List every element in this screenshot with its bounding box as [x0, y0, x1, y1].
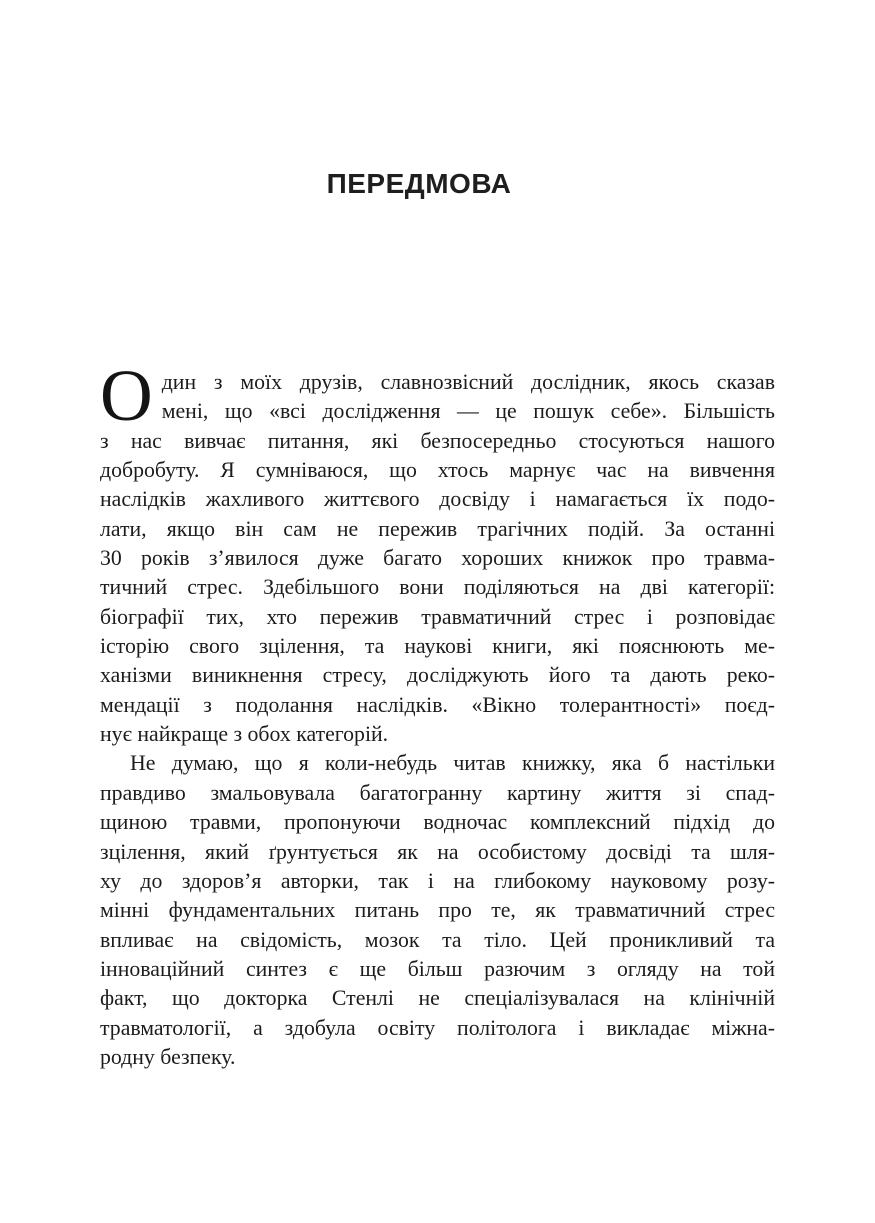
text-line: ху до здоров’я авторки, так і на глибокому науковому розу-: [100, 868, 775, 893]
text-line: 30 років з’явилося дуже багато хороших книжок про травма-: [100, 546, 775, 571]
body-text: [100, 355, 775, 1072]
text-line: нує найкраще з обох категорій.: [100, 722, 389, 747]
text-line: правдиво змальовувала багатогранну картину життя зі спад-: [100, 780, 775, 805]
chapter-title: ПЕРЕДМОВА: [326, 168, 512, 199]
text-line: дин з моїх друзів, славнозвісний дослідник, якось сказав: [161, 370, 775, 394]
text-line: наслідків жахливого життєвого досвіду і намагається їх подо-: [100, 487, 775, 512]
paragraph-2-lines: [100, 749, 775, 1072]
text-line: травматології, а здобула освіту політолога і викладає міжна-: [100, 1015, 775, 1040]
paragraph-1-lines: [100, 355, 775, 749]
drop-cap: О: [100, 355, 153, 436]
paragraph-1: [100, 355, 775, 749]
text-line: лати, якщо він сам не пережив трагічних подій. За останні: [100, 516, 775, 541]
text-line: історію свого зцілення, та наукові книги, які пояснюють ме-: [100, 634, 775, 659]
text-line: мені, що «всі дослідження — це пошук себе». Більшість: [161, 399, 775, 424]
text-line: мендації з подолання наслідків. «Вікно толерантності» поєд-: [100, 692, 775, 717]
text-line: з нас вивчає питання, які безпосередньо стосуються нашого: [100, 428, 775, 453]
text-line: родну безпеку.: [100, 1044, 236, 1069]
text-line: впливає на свідомість, мозок та тіло. Цей проникливий та: [100, 927, 775, 952]
text-line: тичний стрес. Здебільшого вони поділяються на дві категорії:: [100, 575, 775, 600]
text-line: добробуту. Я сумніваюся, що хтось марнує час на вивчення: [100, 458, 775, 483]
paragraph-2: [100, 749, 775, 1072]
text-line: факт, що докторка Стенлі не спеціалізувалася на клінічній: [100, 986, 775, 1011]
text-line: біографії тих, хто пережив травматичний стрес і розповідає: [100, 604, 775, 629]
text-line: ханізми виникнення стресу, досліджують його та дають реко-: [100, 663, 775, 688]
text-line: мінні фундаментальних питань про те, як травматичний стрес: [100, 898, 775, 923]
text-line: зцілення, який ґрунтується як на особистому досвіді та шля-: [100, 839, 775, 864]
text-line: Не думаю, що я коли-небудь читав книжку, яка б настільки: [130, 751, 775, 776]
text-line: інноваційний синтез є ще більш разючим з огляду на той: [100, 956, 775, 981]
text-line: щиною травми, пропонуючи водночас комплексний підхід до: [100, 810, 775, 835]
